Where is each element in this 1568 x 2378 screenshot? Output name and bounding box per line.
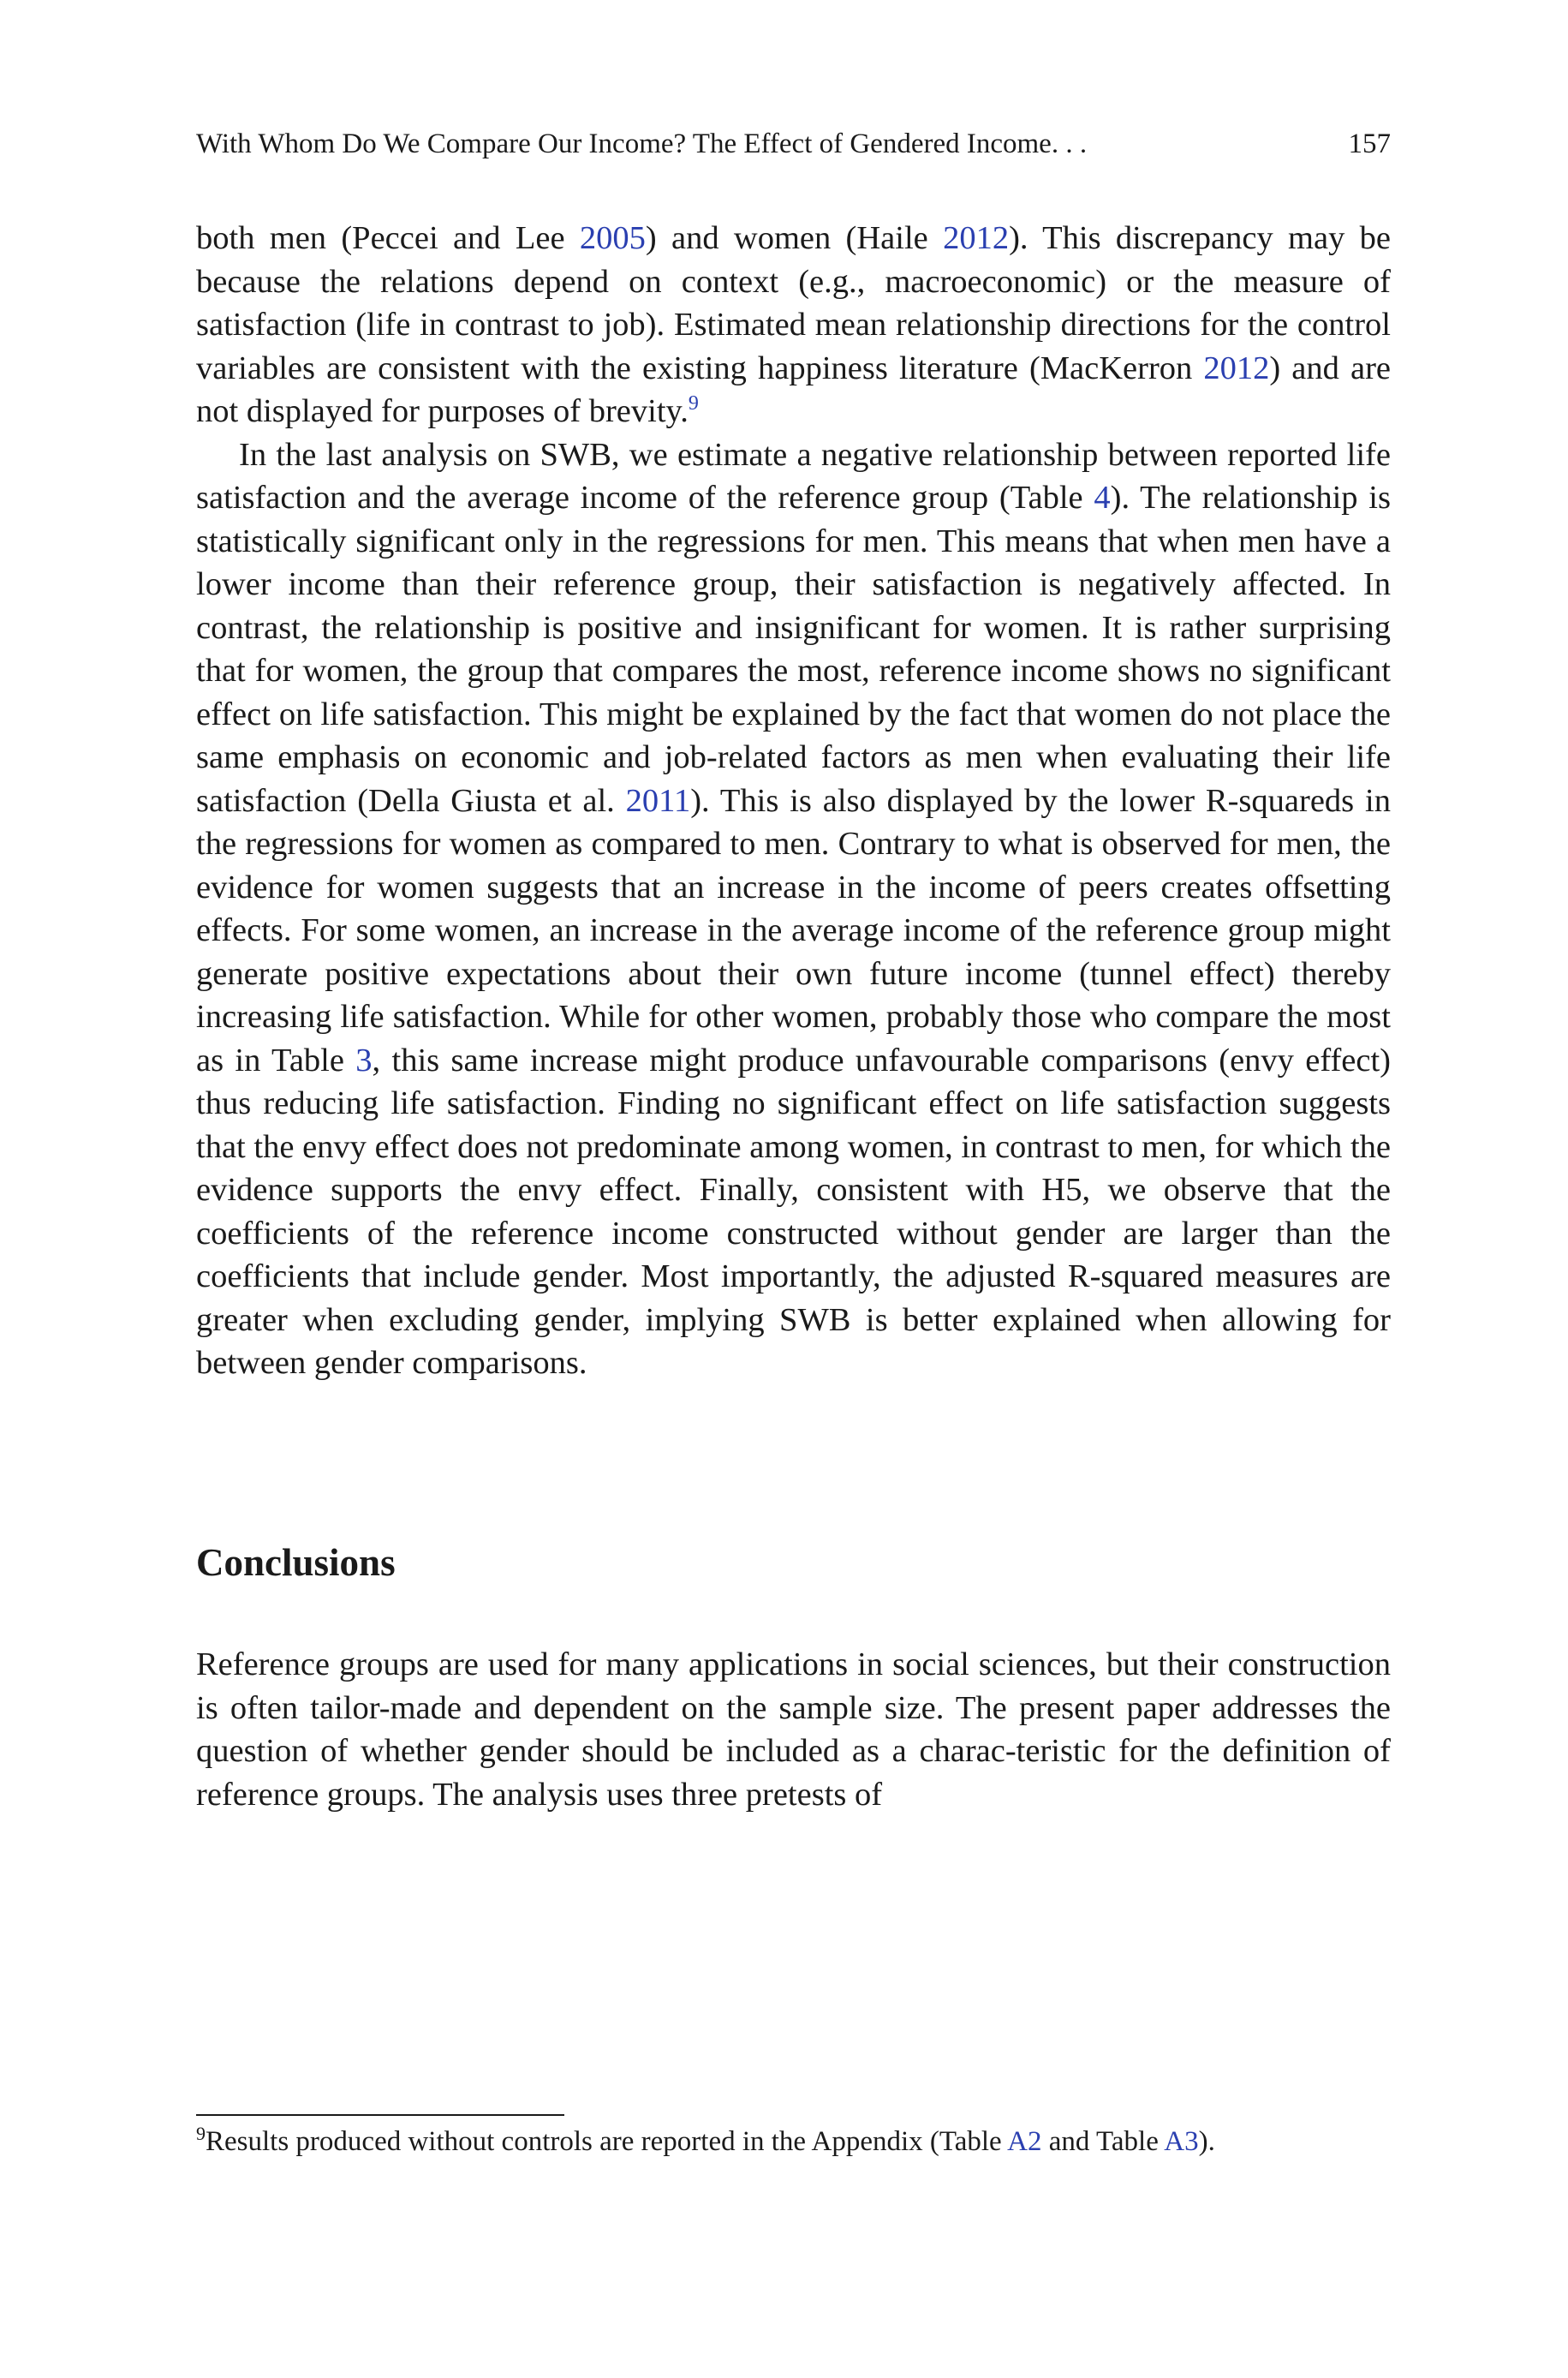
conclusions-text — [196, 1643, 1391, 1816]
paragraph-conclusions: Reference groups are used for many applications in social sciences, but their construction is often tailor-made and dependent on the sample size. The present paper addresses the question of whether gender should be included as a charac-teristic for the definition of reference groups. The analysis uses three pretests of — [196, 1646, 1391, 1813]
text-run: both men (Peccei and Lee — [196, 220, 580, 256]
text-run: ). This discrepancy may be because the relations depend on context (e.g., macroeconomic) or the measure of satisfaction (life in contrast to job). Estimated mean relationship directions for the control variables are consistent with the existing happiness literature (MacKerron — [196, 220, 1391, 386]
text-run: ). — [1198, 2126, 1215, 2157]
table-reference-link[interactable]: 4 — [1094, 480, 1111, 516]
text-run: and Table — [1041, 2126, 1165, 2157]
text-run: ). The relationship is statistically significant only in the regressions for men. This means that when men have a lower income than their reference group, their satisfaction is negatively affected. In contrast, the relationship is positive and insignificant for women. It is rather surprising that for women, the group that compares the most, reference income shows no significant effect on life satisfaction. This might be explained by the fact that women do not place the same emphasis on economic and job-related factors as men when evaluating their life satisfaction (Della Giusta et al. — [196, 480, 1391, 819]
running-title: With Whom Do We Compare Our Income? The Effect of Gendered Income. . . — [196, 128, 1088, 159]
main-text — [196, 217, 1391, 1385]
citation-link[interactable]: 2012 — [1203, 350, 1270, 386]
table-reference-link[interactable]: A3 — [1164, 2126, 1199, 2157]
table-reference-link[interactable]: 3 — [355, 1042, 373, 1078]
citation-link[interactable]: 2012 — [943, 220, 1010, 256]
text-run: In the last analysis on SWB, we estimate a negative relationship between reported life satisfaction and the average income of the reference group (Table — [196, 436, 1391, 516]
section-heading-conclusions: Conclusions — [196, 1541, 396, 1584]
page-number: 157 — [1348, 128, 1391, 159]
text-run: ). This is also displayed by the lower R-squareds in the regressions for women as compared to men. Contrary to what is observed for men, the evidence for women suggests that an increase in the income of peers creates offsetting effects. For some women, an increase in the average income of the reference group might generate positive expectations about their own future income (tunnel effect) thereby increasing life satisfaction. While for other women, probably those who compare the most as in Table — [196, 782, 1391, 1078]
footnote-divider — [196, 2114, 564, 2116]
text-run: Results produced without controls are reported in the Appendix (Table — [206, 2126, 1008, 2157]
table-reference-link[interactable]: A2 — [1007, 2126, 1042, 2157]
footnote-9 — [196, 2124, 1391, 2160]
citation-link[interactable]: 2005 — [579, 220, 646, 256]
paragraph-continued — [196, 217, 1391, 433]
text-run: , this same increase might produce unfavourable comparisons (envy effect) thus reducing life satisfaction. Finding no significant effect on life satisfaction suggests that the envy effect does not predominate among women, in contrast to men, for which the evidence supports the envy effect. Finally, consistent with H5, we observe that the coefficients of the reference income constructed without gender are larger than the coefficients that include gender. Most importantly, the adjusted R-squared measures are greater when excluding gender, implying SWB is better explained when allowing for between gender comparisons. — [196, 1042, 1391, 1381]
text-run: ) and are not displayed for purposes of brevity. — [196, 350, 1392, 429]
paragraph-swb-analysis — [196, 433, 1391, 1385]
running-head — [196, 127, 1391, 161]
footnote-number: 9 — [196, 2123, 206, 2144]
footnote-marker[interactable]: 9 — [688, 392, 699, 415]
text-run: ) and women (Haile — [645, 220, 944, 256]
citation-link[interactable]: 2011 — [625, 782, 691, 819]
